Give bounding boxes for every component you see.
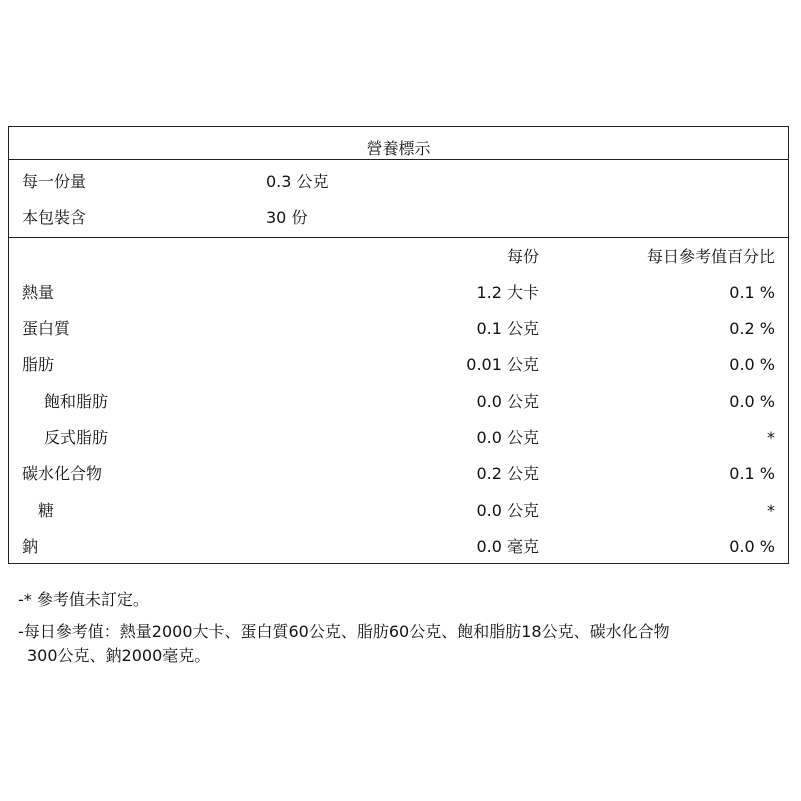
footnote-reference-not-set: -* 參考值未訂定。 [18,590,149,609]
nutrient-name: 飽和脂肪 [44,392,109,411]
nutrient-per-serving: 0.0 公克 [476,501,539,520]
nutrient-name: 蛋白質 [22,319,71,338]
nutrient-daily-percent: 0.0 % [729,537,775,556]
nutrient-name: 脂肪 [22,355,55,374]
nutrient-name: 碳水化合物 [22,464,103,483]
nutrient-daily-percent: 0.1 % [729,283,775,302]
nutrient-per-serving: 0.0 毫克 [476,537,539,556]
nutrient-per-serving: 0.0 公克 [476,392,539,411]
serving-size-label: 每一份量 [22,172,87,191]
serving-size-value: 0.3 公克 [266,172,329,191]
nutrient-per-serving: 0.1 公克 [476,319,539,338]
nutrient-per-serving: 0.0 公克 [476,428,539,447]
table-title: 營養標示 [366,139,431,158]
nutrient-daily-percent: 0.1 % [729,464,775,483]
nutrient-per-serving: 0.2 公克 [476,464,539,483]
nutrient-name: 熱量 [22,283,55,302]
column-header-daily-percent: 每日參考值百分比 [646,247,775,266]
nutrient-daily-percent: * [767,501,775,520]
nutrient-daily-percent: 0.0 % [729,355,775,374]
footnote-daily-values-line1: -每日參考值：熱量2000大卡、蛋白質60公克、脂肪60公克、飽和脂肪18公克、碳水化合物 [18,622,670,641]
footnote-daily-values-line2: 300公克、鈉2000毫克。 [27,646,211,665]
nutrient-name: 反式脂肪 [44,428,109,447]
divider [9,237,788,238]
nutrient-per-serving: 0.01 公克 [466,355,539,374]
servings-count-value: 30 份 [266,208,308,227]
servings-count-label: 本包裝含 [22,208,87,227]
nutrient-daily-percent: 0.2 % [729,319,775,338]
nutrition-facts-table [8,126,789,564]
divider [9,159,788,160]
nutrient-daily-percent: * [767,428,775,447]
nutrient-per-serving: 1.2 大卡 [476,283,539,302]
nutrient-daily-percent: 0.0 % [729,392,775,411]
nutrient-name: 鈉 [22,537,39,556]
column-header-per-serving: 每份 [506,247,539,266]
footnotes [18,590,670,666]
nutrient-name: 糖 [38,501,55,520]
